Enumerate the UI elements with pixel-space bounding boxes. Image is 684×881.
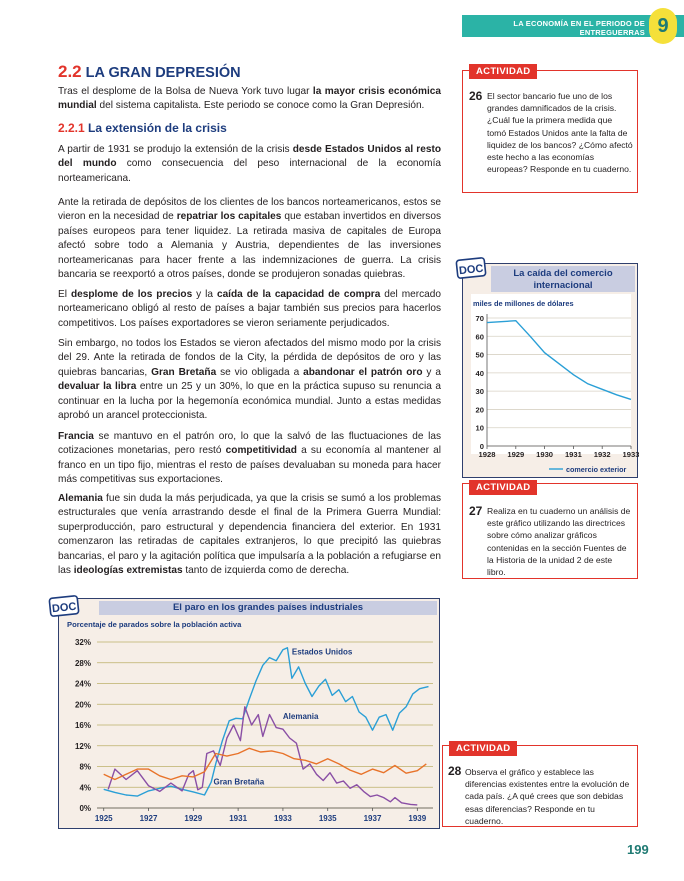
x-tick-label: 1931	[229, 814, 248, 823]
series-annotation: Estados Unidos	[291, 647, 353, 657]
subsection-title	[58, 121, 227, 135]
y-tick-label: 30	[475, 387, 484, 397]
doc-badge-label: DOC	[51, 600, 77, 616]
bold-run: Francia	[58, 431, 94, 442]
y-tick-label: 24%	[74, 679, 91, 689]
trade-chart-box	[462, 263, 638, 478]
y-tick-label: 60	[475, 332, 484, 342]
series-line-Gran-Bretaña	[104, 748, 427, 779]
text-run: Ante la retirada de depósitos de los clientes de los bancos norteamericanos, estos se vieron en la necesidad de	[58, 197, 441, 223]
trade-chart	[463, 294, 639, 484]
activity-text: El sector bancario fue uno de los grandes damnificados de la crisis. ¿Cuál fue la primera medida que tomó Estados Unidos ante la falta de liquidez de los bancos? ¿Cómo afectó este hecho a las economías europeas? Responde en tu cuaderno.	[487, 91, 633, 175]
y-tick-label: 0%	[79, 804, 91, 813]
activity-27-box	[462, 483, 638, 579]
bold-run: desplome de los precios	[70, 289, 193, 300]
section-intro	[58, 85, 441, 114]
paragraph-4	[58, 337, 441, 423]
y-tick-label: 12%	[74, 741, 91, 751]
y-axis-label: miles de millones de dólares	[473, 299, 574, 308]
text-run: se mantuvo en el patrón oro, lo que la salvó de las fluctuaciones de las cotizaciones monetarias, pero restó	[58, 431, 441, 457]
x-tick-label: 1933	[274, 814, 292, 823]
y-tick-label: 0	[479, 442, 484, 451]
bold-run: abandonar el patrón oro	[303, 366, 423, 378]
y-tick-label: 20	[475, 405, 484, 415]
trade-chart-title: La caída del comercio internacional	[491, 266, 635, 292]
subsection-number: 2.2.1	[58, 121, 85, 135]
paragraph-5	[58, 430, 441, 488]
paragraph-1	[58, 143, 441, 186]
y-tick-label: 16%	[74, 721, 91, 730]
doc-badge-label: DOC	[458, 262, 484, 278]
bold-run: Alemania	[58, 493, 103, 504]
chapter-title: LA ECONOMÍA EN EL PERIODO DE ENTREGUERRAS	[513, 19, 645, 37]
text-run: y a	[422, 366, 441, 378]
activity-number: 28	[448, 764, 462, 778]
activity-text: Realiza en tu cuaderno un análisis de este gráfico utilizando las directrices sobre cómo analizar gráficos contenidas en la sección Fuentes de la Historia de la unidad 2 de este libro.	[487, 506, 631, 578]
activity-tag: ACTIVIDAD	[469, 480, 537, 495]
bold-run: repatriar los capitales	[176, 211, 282, 223]
bold-run: la mayor crisis económica mundial	[58, 86, 441, 112]
activity-number: 26	[469, 89, 483, 103]
section-number: 2.2	[58, 62, 82, 81]
text-run: El	[58, 289, 71, 300]
text-run: que estaban invertidos en diversos países europeos para tener liquidez. La retirada masiva de capitales de Europa afectó sobre todo a Alemania y Austria, dependientes de las inversiones norteamericanas para hacer frente a las indemnizaciones de guerra. La crisis bancaria se reexportó a otros países, donde se produjeron sonadas quiebras.	[58, 211, 442, 281]
text-run: a su economía al mantener al franco en un tipo fijo, mientras el resto de países devaluaban su moneda para hacer más competitivas sus exportaciones.	[58, 445, 441, 486]
series-annotation: Alemania	[282, 711, 319, 721]
text-run: Sin embargo, no todos los Estados se vieron afectados del mismo modo por la crisis del 29. Ante la retirada de fondos de la City, la pérdida de depósitos de oro y las quiebras bancarias,	[58, 338, 441, 378]
doc-badge-icon	[48, 594, 80, 618]
unemployment-chart-box	[58, 598, 440, 829]
text-run: se vio obligada a	[216, 366, 304, 378]
paragraph-6	[58, 492, 441, 578]
activity-tag: ACTIVIDAD	[449, 741, 517, 756]
doc-badge-icon	[455, 256, 487, 280]
y-tick-label: 8%	[79, 762, 91, 772]
paragraph-2	[58, 196, 441, 282]
y-tick-label: 10	[475, 423, 484, 433]
y-tick-label: 70	[475, 314, 484, 323]
page-number: 199	[627, 842, 649, 857]
subsection-title-text: La extensión de la crisis	[88, 121, 227, 135]
x-tick-label: 1925	[94, 814, 113, 823]
section-title-text: LA GRAN DEPRESIÓN	[85, 65, 241, 81]
activity-number: 27	[469, 504, 483, 518]
chapter-number-badge: 9	[649, 8, 677, 44]
text-run: del sistema capitalista. Este periodo se conoce como la Gran Depresión.	[96, 100, 425, 112]
bold-run: devaluar la libra	[58, 381, 137, 393]
activity-26-box	[462, 66, 638, 193]
text-run: como consecuencia del peso internacional de la economía norteamericana.	[58, 158, 441, 184]
section-title	[58, 62, 241, 82]
text-run: entre un 25 y un 30%, lo que en la práctica supuso su renuncia a continuar en la lucha por la hegemonía económica mundial. Junto a estas medidas aprobó un arancel proteccionista.	[58, 381, 441, 422]
text-run: fue sin duda la más perjudicada, ya que la crisis se sumó a los problemas estructurales que venía arrastrando desde el final de la Primera Guerra Mundial: superproducción, paro estructural y dependencia financiera del exterior. En 1931 comenzaron las retiradas de capitales extranjeros, lo que precipitó las quiebras bancarias, el paro y la agitación política que impulsaría a la población a refugiarse en las	[58, 493, 441, 577]
x-tick-label: 1927	[139, 814, 158, 823]
y-axis-label: Porcentaje de parados sobre la población activa	[67, 620, 242, 629]
x-tick-label: 1937	[363, 814, 382, 823]
y-tick-label: 32%	[74, 638, 91, 647]
x-tick-label: 1928	[478, 450, 496, 459]
y-tick-label: 40	[475, 368, 484, 378]
bold-run: caída de la capacidad de compra	[216, 289, 381, 300]
x-tick-label: 1939	[408, 814, 427, 823]
text-run: Tras el desplome de la Bolsa de Nueva York tuvo lugar	[58, 86, 313, 97]
activity-28-box	[442, 745, 638, 827]
unemployment-chart-title: El paro en los grandes países industriales	[99, 601, 437, 615]
bold-run: Gran Bretaña	[151, 366, 217, 378]
x-tick-label: 1931	[564, 450, 582, 459]
x-tick-label: 1929	[184, 814, 203, 823]
bold-run: desde Estados Unidos al resto del mundo	[58, 144, 441, 170]
bold-run: ideologías extremistas	[73, 565, 183, 577]
x-tick-label: 1929	[507, 450, 525, 459]
unemployment-chart	[59, 617, 441, 829]
activity-tag: ACTIVIDAD	[469, 64, 537, 79]
text-run: y la	[192, 289, 217, 300]
x-tick-label: 1933	[622, 450, 639, 459]
y-tick-label: 20%	[74, 700, 91, 710]
bold-run: competitividad	[225, 445, 297, 457]
legend-label: comercio exterior	[566, 465, 627, 474]
y-tick-label: 50	[475, 350, 484, 360]
text-run: tanto de izquierda como de derecha.	[182, 565, 350, 577]
series-line-Estados-Unidos	[104, 648, 429, 796]
paragraph-3	[58, 288, 441, 331]
series-annotation: Gran Bretaña	[213, 777, 265, 787]
x-tick-label: 1930	[536, 450, 554, 459]
text-run: del mercado norteamericano obligó al resto de países a bajar también sus precios para hacerlos competitivos. Los países exportadores se vieron seriamente perjudicados.	[58, 289, 441, 329]
y-tick-label: 28%	[74, 658, 91, 668]
x-tick-label: 1932	[593, 450, 611, 459]
y-tick-label: 4%	[79, 783, 91, 793]
x-tick-label: 1935	[318, 814, 337, 823]
text-run: A partir de 1931 se produjo la extensión de la crisis	[58, 144, 293, 155]
activity-text: Observa el gráfico y establece las diferencias existentes entre la evolución de cada país. ¿A qué crees que son debidas esas diferencias? Responde en tu cuaderno.	[465, 767, 630, 826]
